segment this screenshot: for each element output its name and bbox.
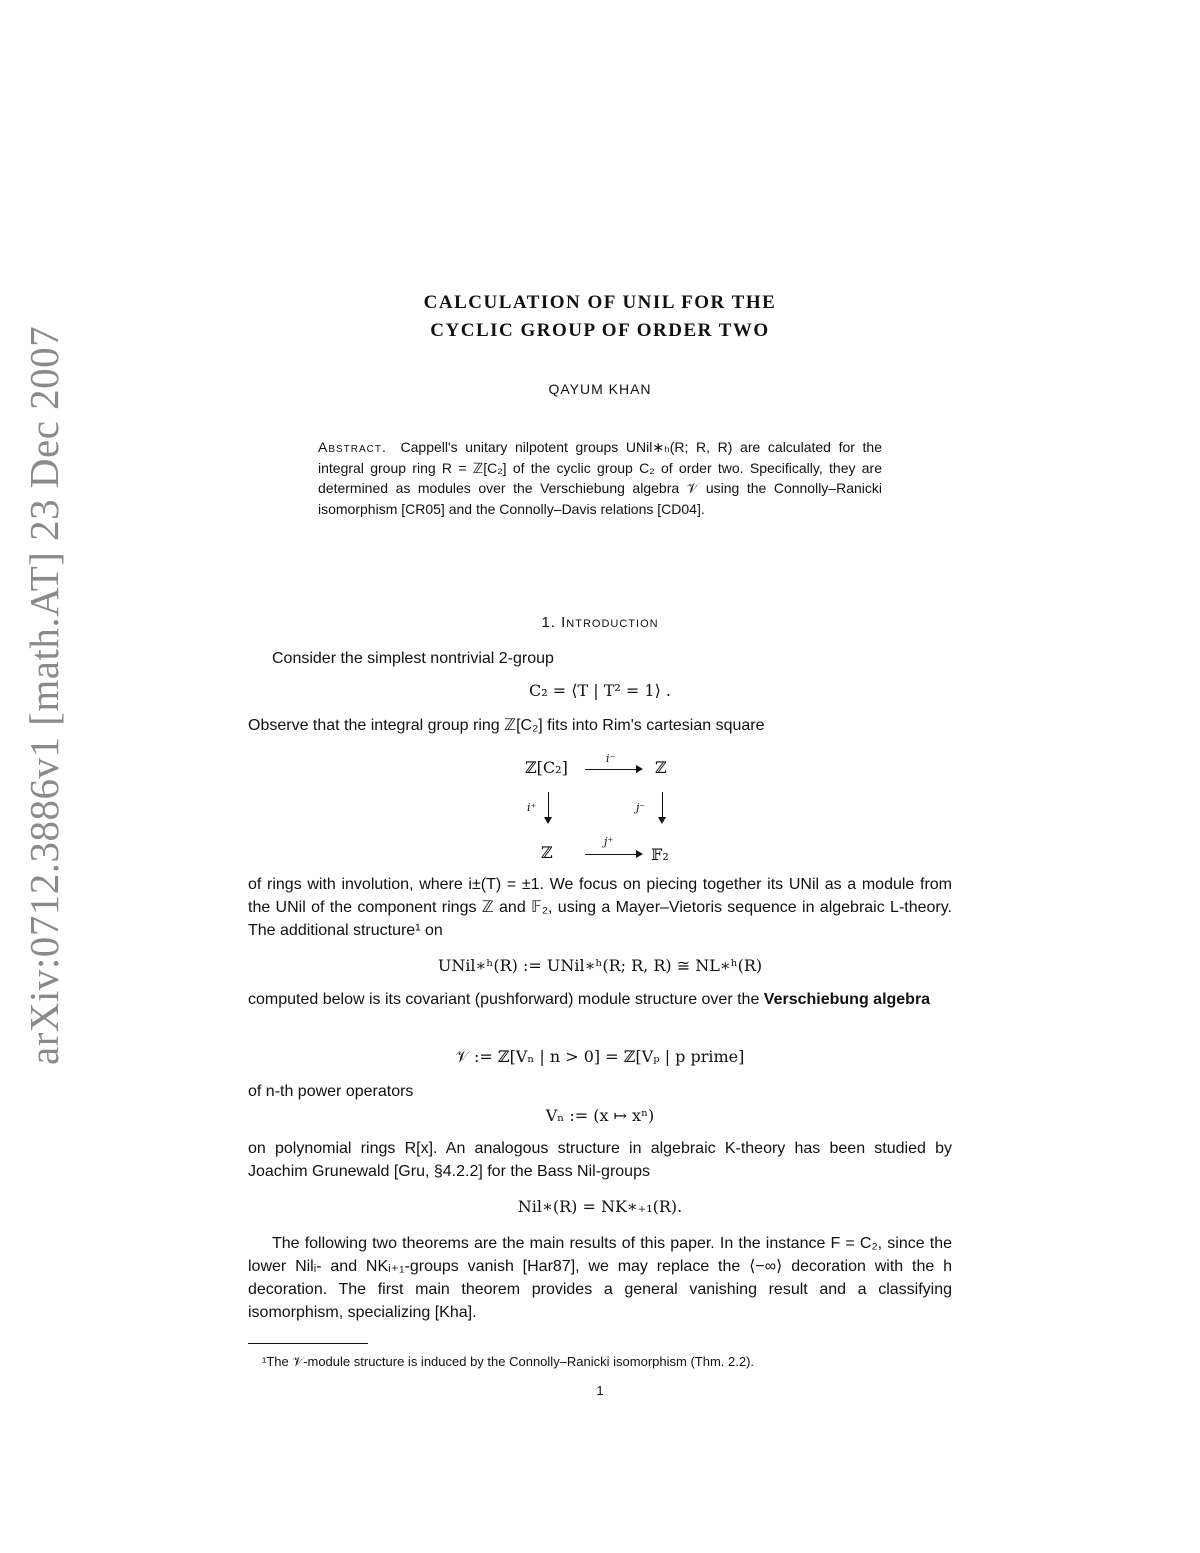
arxiv-stamp: arXiv:0712.3886v1 [math.AT] 23 Dec 2007 [21, 325, 67, 1065]
verschiebung-term: Verschiebung algebra [763, 991, 931, 1008]
paper-title-line-1: CALCULATION OF UNIL FOR THE [423, 292, 777, 313]
top-arrow-label: i⁻ [606, 752, 616, 765]
equation-vn: Vₙ := (x ↦ xⁿ) [545, 1106, 655, 1125]
footnote-rule [248, 1343, 368, 1344]
author-name: QAYUM KHAN [548, 381, 652, 397]
page-number: 1 [596, 1383, 604, 1398]
right-arrow-label: j⁻ [636, 801, 646, 814]
paragraph-3: of rings with involution, where i±(T) = ±1. We focus on piecing together its UNil as a module from the UNil of the component rings ℤ and 𝔽₂, using a Mayer–Vietoris sequence in algebraic L-theory. The additional structure¹ on [248, 876, 952, 939]
right-arrow [662, 792, 663, 822]
paragraph-4 [248, 988, 952, 1011]
abstract [318, 437, 882, 519]
abstract-label: Abstract. [318, 439, 387, 455]
section-number: 1. [541, 614, 556, 631]
bottom-arrow-label: j⁺ [604, 835, 614, 848]
paragraph-2: Observe that the integral group ring ℤ[C₂] fits into Rim's cartesian square [248, 717, 765, 734]
diagram-bottom-right: 𝔽₂ [651, 845, 669, 864]
paragraph-7: The following two theorems are the main results of this paper. In the instance F = C₂, since the lower Nilᵢ- and NKᵢ₊₁-groups vanish [Har87], we may replace the ⟨−∞⟩ decoration with the h decoration. The first main theorem provides a general vanishing result and a classifying isomorphism, specializing [Kha]. [248, 1235, 952, 1321]
left-arrow-label: i⁺ [527, 801, 537, 814]
diagram-bottom-left: ℤ [541, 843, 553, 862]
equation-verschiebung: 𝒱 := ℤ[Vₙ | n > 0] = ℤ[Vₚ | p prime] [455, 1047, 745, 1066]
section-heading [0, 614, 1200, 631]
paragraph-1: Consider the simplest nontrivial 2-group [272, 650, 554, 667]
equation-unil: UNil∗ʰ(R) := UNil∗ʰ(R; R, R) ≅ NL∗ʰ(R) [437, 956, 763, 975]
diagram-top-right: ℤ [655, 758, 667, 777]
footnote: ¹The 𝒱-module structure is induced by the Connolly–Ranicki isomorphism (Thm. 2.2). [262, 1354, 755, 1369]
left-arrow [548, 792, 549, 822]
paper-title-line-2: CYCLIC GROUP OF ORDER TWO [430, 320, 770, 341]
paragraph-4-text: computed below is its covariant (pushforward) module structure over the [248, 991, 764, 1008]
equation-nil: Nil∗(R) = NK∗₊₁(R). [517, 1197, 683, 1216]
top-arrow [585, 769, 641, 770]
equation-c2: C₂ = ⟨T | T² = 1⟩ . [529, 681, 671, 700]
bottom-arrow [585, 854, 641, 855]
section-title: Introduction [561, 614, 659, 631]
diagram-top-left: ℤ[C₂] [525, 758, 568, 777]
paragraph-6: on polynomial rings R[x]. An analogous structure in algebraic K-theory has been studied by Joachim Grunewald [Gru, §4.2.2] for the Bass Nil-groups [248, 1140, 952, 1180]
abstract-text: Cappell's unitary nilpotent groups UNil∗ₕ(R; R, R) are calculated for the integral group ring R = ℤ[C₂] of the cyclic group C₂ of order two. Specifically, they are determined as modules over the Verschiebung algebra 𝒱 using the Connolly–Ranicki isomorphism [CR05] and the Connolly–Davis relations [CD04]. [318, 439, 882, 517]
paragraph-5: of n-th power operators [248, 1083, 414, 1100]
